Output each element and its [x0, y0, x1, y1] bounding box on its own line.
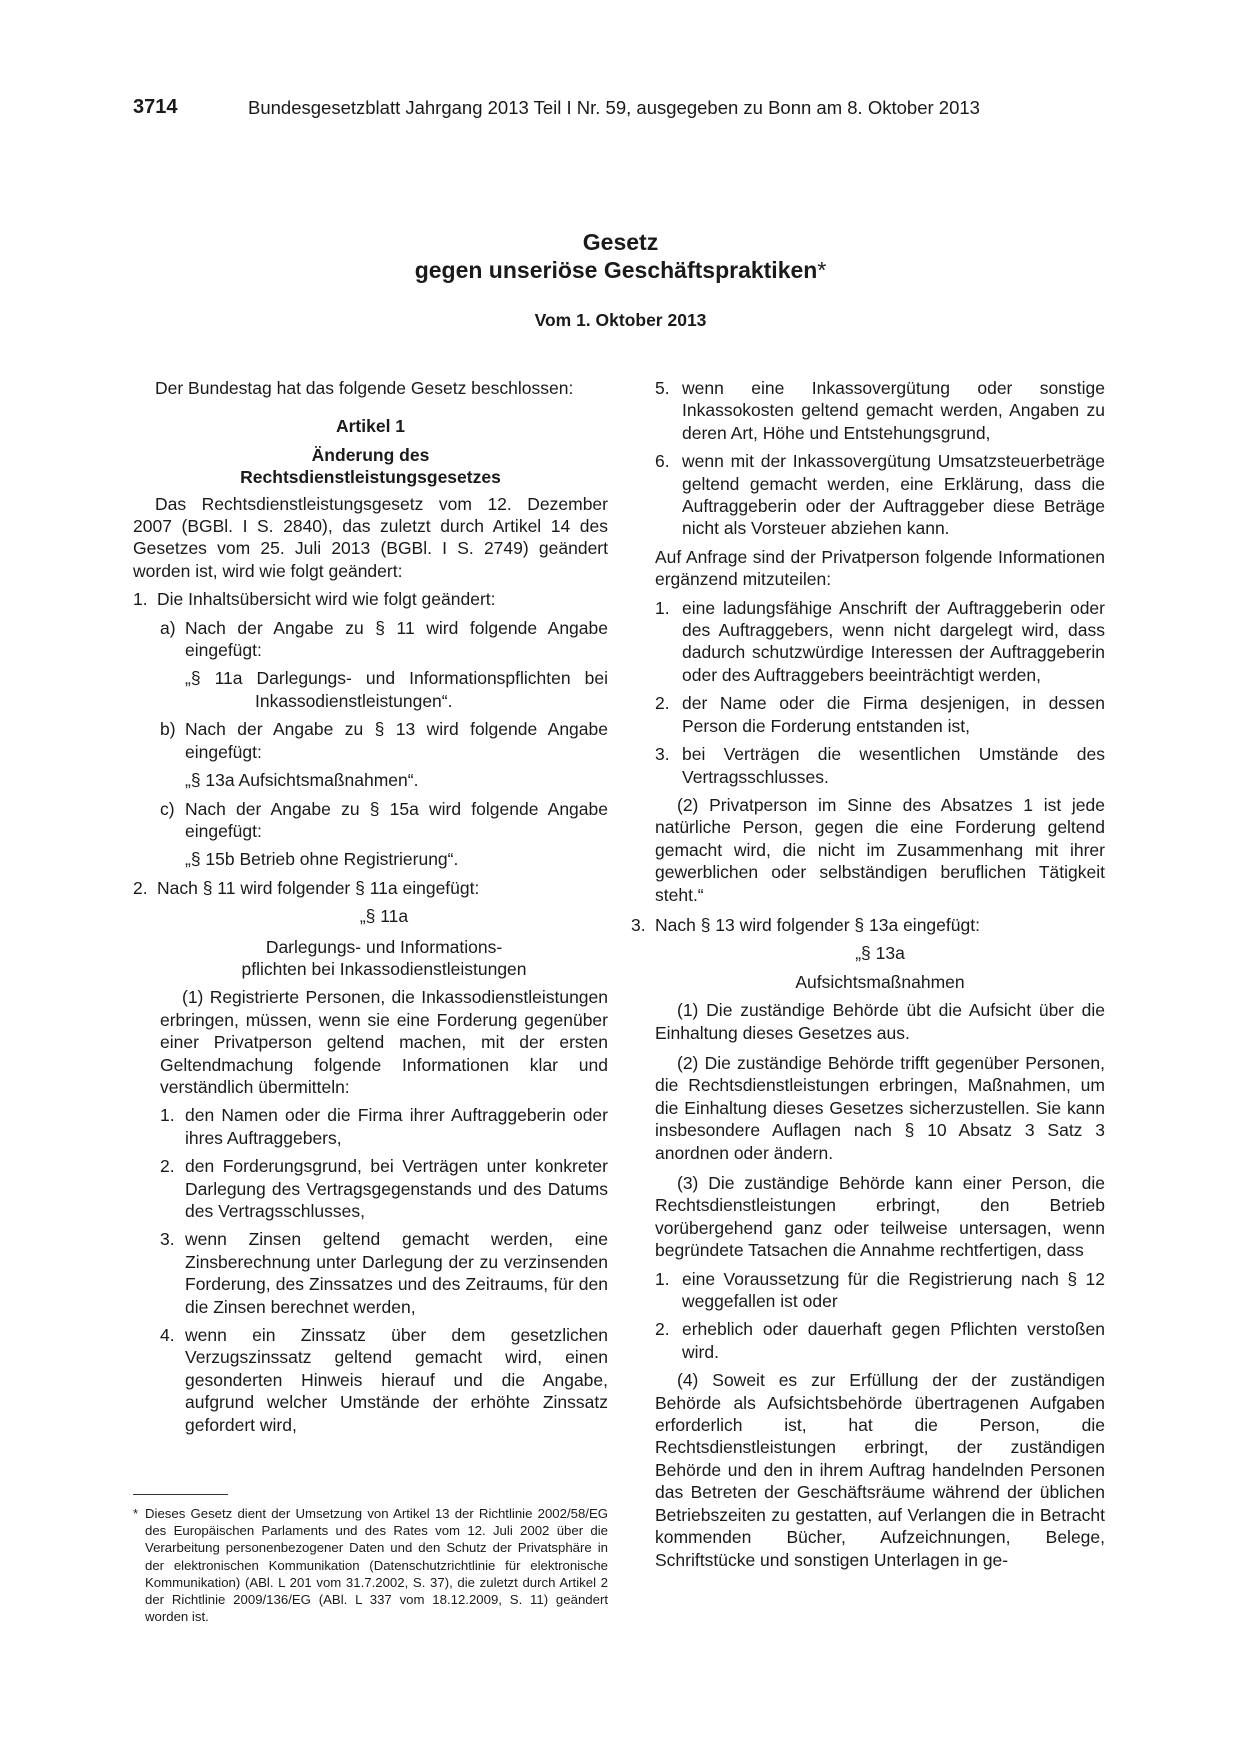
footnote-text: Dieses Gesetz dient der Umsetzung von Artikel 13 der Richtlinie 2002/58/EG des Europäischen Parlaments und des Rates vom 12. Juli 2002 über die Verarbeitung personenbezogener Daten und den Schutz der Privatsphäre in der elektronischen Kommunikation (Datenschutzrichtlinie für elektronische Kommunikation) (ABl. L 201 vom 31.7.2002, S. 37), die zuletzt durch Artikel 2 der Richtlinie 2009/136/EG (ABl. L 337 vom 18.12.2009, S. 11) geändert worden ist. — [145, 1506, 608, 1625]
insertion-11a: „§ 11a Darlegungs- und Informationspflichten bei Inkassodienstleistungen“. — [185, 668, 608, 711]
article-intro: Das Rechtsdienstleistungsgesetz vom 12. Dezember 2007 (BGBl. I S. 2840), das zuletzt durch Artikel 14 des Gesetzes vom 25. Juli 2013 (BGBl. I S. 2749) geändert worden ist, wird wie folgt geändert: — [133, 493, 608, 581]
amendment-item-1a: a) Nach der Angabe zu § 11 wird folgende Angabe eingefügt: — [160, 617, 608, 661]
section-13a-title: Aufsichtsmaßnahmen — [795, 971, 965, 992]
amendment-item-1: 1. Die Inhaltsübersicht wird wie folgt geändert: — [133, 589, 496, 610]
footnote-rule — [133, 1494, 228, 1495]
article-title-2: Rechtsdienstleistungsgesetzes — [240, 467, 501, 488]
law-title-line2-wrap — [0, 256, 1241, 284]
prohibition-item-1: 1. eine Voraussetzung für die Registrierung nach § 12 weggefallen ist oder — [655, 1268, 1105, 1312]
left-column — [133, 377, 608, 1436]
article-number: Artikel 1 — [335, 416, 406, 437]
law-date: Vom 1. Oktober 2013 — [534, 310, 707, 330]
section-13a-para-2: (2) Die zuständige Behörde trifft gegenüber Personen, die Rechtsdienstleistungen erbringen, Maßnahmen, um die Einhaltung dieses Gesetzes sicherzustellen. Sie kann insbesondere Auflagen nach § 10 Absatz 3 Satz 3 anordnen oder ändern. — [655, 1052, 1105, 1163]
info-item-3: 3. wenn Zinsen geltend gemacht werden, eine Zinsberechnung unter Darlegung der zu verzinsenden Forderung, des Zinssatzes und des Zeitraums, für den die Zinsen berechnet werden, — [160, 1229, 608, 1317]
amendment-item-1c: c) Nach der Angabe zu § 15a wird folgende Angabe eingefügt: — [160, 798, 608, 841]
amendment-item-1b: b) Nach der Angabe zu § 13 wird folgende Angabe eingefügt: — [160, 719, 608, 762]
insertion-15b: „§ 15b Betrieb ohne Registrierung“. — [185, 849, 459, 870]
amendment-item-2: 2. Nach § 11 wird folgender § 11a eingefügt: — [133, 877, 480, 898]
footnote-marker: * — [817, 257, 827, 283]
section-11a-heading: „§ 11a — [359, 906, 409, 927]
info-item-6: 6. wenn mit der Inkassovergütung Umsatzsteuerbeträge geltend gemacht werden, eine Erklärung, dass die Auftraggeberin oder der Auftraggeber diese Beträge nicht als Vorsteuer abziehen kann. — [655, 451, 1105, 539]
request-item-1: 1. eine ladungsfähige Anschrift der Auftraggeberin oder des Auftraggebers, wenn nicht dargelegt wird, dass dadurch schutzwürdige Interessen der Auftraggeberin oder des Auftraggebers beeinträchtigt werden, — [655, 597, 1105, 685]
section-11a-title-2: pflichten bei Inkassodienstleistungen — [241, 958, 527, 979]
section-11a-para-2: (2) Privatperson im Sinne des Absatzes 1 ist jede natürliche Person, gegen die eine Forderung geltend gemacht wird, die nicht im Zusammenhang mit ihrer gewerblichen oder selbständigen beruflichen Tätigkeit steht.“ — [655, 794, 1105, 905]
section-13a-para-3: (3) Die zuständige Behörde kann einer Person, die Rechtsdienstleistungen erbringt, den Betrieb vorübergehend ganz oder teilweise untersagen, wenn begründete Tatsachen die Annahme rechtfertigen, dass — [655, 1173, 1105, 1261]
info-item-5: 5. wenn eine Inkassovergütung oder sonstige Inkassokosten geltend gemacht werden, Angaben zu deren Art, Höhe und Entstehungsgrund, — [655, 378, 1105, 443]
article-title-1: Änderung des — [311, 444, 430, 465]
law-title — [0, 228, 1241, 284]
section-11a-para-1: (1) Registrierte Personen, die Inkassodienstleistungen erbringen, müssen, wenn sie eine Forderung gegenüber einer Privatperson geltend machen, mit der ersten Geltendmachung folgende Informationen klar und verständlich übermitteln: — [160, 987, 608, 1097]
running-title: Bundesgesetzblatt Jahrgang 2013 Teil I Nr. 59, ausgegeben zu Bonn am 8. Oktober 2013 — [248, 97, 980, 118]
law-title-line2: gegen unseriöse Geschäftspraktiken — [414, 257, 818, 283]
request-intro: Auf Anfrage sind der Privatperson folgende Informationen ergänzend mitzuteilen: — [655, 546, 1105, 590]
prohibition-item-2: 2. erheblich oder dauerhaft gegen Pflichten verstoßen wird. — [655, 1319, 1105, 1362]
info-item-2: 2. den Forderungsgrund, bei Verträgen unter konkreter Darlegung des Vertragsgegenstands und des Datums des Vertragsschlusses, — [160, 1156, 608, 1221]
info-item-4: 4. wenn ein Zinssatz über dem gesetzlichen Verzugszinssatz geltend gemacht wird, einen gesonderten Hinweis hierauf und die Angabe, aufgrund welcher Umstände der erhöhte Zinssatz gefordert wird, — [160, 1325, 608, 1435]
insertion-13a: „§ 13a Aufsichtsmaßnahmen“. — [185, 770, 419, 791]
request-item-2: 2. der Name oder die Firma desjenigen, in dessen Person die Forderung entstanden ist, — [655, 693, 1105, 736]
request-item-3: 3. bei Verträgen die wesentlichen Umstände des Vertragsschlusses. — [655, 744, 1105, 787]
law-title-line1: Gesetz — [582, 229, 659, 255]
footnote-mark: * — [133, 1506, 139, 1521]
right-column — [631, 377, 1105, 1571]
page-header — [133, 96, 980, 119]
page-number: 3714 — [133, 96, 178, 118]
section-13a-heading: „§ 13a — [855, 943, 905, 964]
info-item-1: 1. den Namen oder die Firma ihrer Auftraggeberin oder ihres Auftraggebers, — [160, 1105, 608, 1148]
amendment-item-3: 3. Nach § 13 wird folgender § 13a eingefügt: — [631, 914, 980, 935]
footnote — [133, 1505, 608, 1625]
section-11a-title-1: Darlegungs- und Informations- — [265, 936, 503, 957]
section-13a-para-1: (1) Die zuständige Behörde übt die Aufsicht über die Einhaltung dieses Gesetzes aus. — [655, 1000, 1105, 1043]
enactment-clause: Der Bundestag hat das folgende Gesetz beschlossen: — [155, 378, 574, 398]
section-13a-para-4: (4) Soweit es zur Erfüllung der der zuständigen Behörde als Aufsichtsbehörde übertragenen Aufgaben erforderlich ist, hat die Person, die Rechtsdienstleistungen erbringt, der zuständigen Behörde und den in ihrem Auftrag handelnden Personen das Betreten der Geschäftsräume während der üblichen Betriebszeiten zu gestatten, auf Verlangen die in Betracht kommenden Bücher, Aufzeichnungen, Belege, Schriftstücke und sonstigen Unterlagen in ge- — [655, 1370, 1105, 1570]
